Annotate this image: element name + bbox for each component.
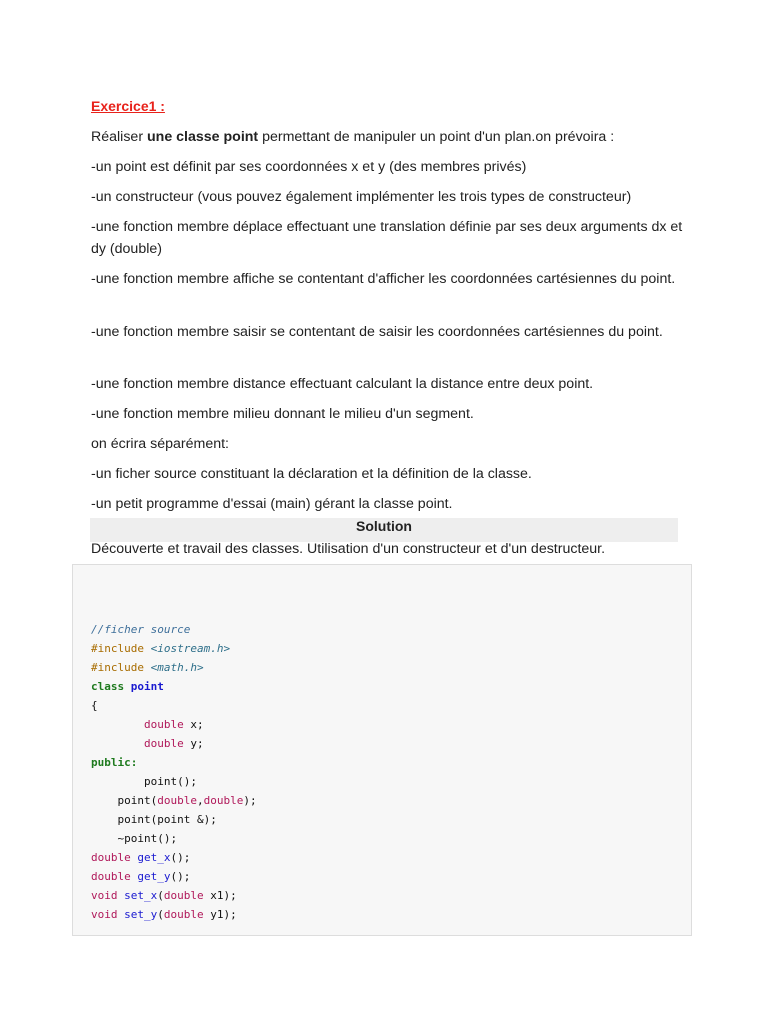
code-listing: //ficher source #include <iostream.h> #include <math.h> class point { double x; double y; public: point(); point(double,double); point(point &); ~point(); double get_x(); double get_y(); void set_x(double x1); void set_y(double y1); — [91, 623, 257, 921]
code-brace: { — [91, 699, 98, 712]
code-comment: //ficher source — [91, 623, 191, 636]
list-item: -une fonction membre saisir se contentant de saisir les coordonnées cartésiennes du point. — [91, 324, 663, 340]
list-item: -un ficher source constituant la déclaration et la définition de la classe. — [91, 466, 532, 482]
code-type: double — [163, 908, 204, 921]
code-type: double — [91, 870, 131, 883]
code-public-keyword: public: — [91, 756, 138, 769]
code-include-file: <math.h> — [150, 661, 204, 674]
list-item: -une fonction membre distance effectuant calculant la distance entre deux point. — [91, 376, 594, 392]
code-member: x; — [183, 718, 204, 731]
code-ctor: point(point &); — [117, 813, 217, 826]
intro-paragraph — [91, 126, 691, 148]
list-item: -une fonction membre déplace effectuant une translation définie par ses deux arguments dx et dy (double) — [91, 219, 683, 257]
code-type: double — [143, 718, 184, 731]
intro-bold: une classe point — [146, 129, 259, 145]
intro-after: permettant de manipuler un point d'un plan.on prévoira : — [258, 129, 615, 145]
code-method: get_y — [137, 870, 171, 883]
code-type: void — [91, 908, 118, 921]
code-ctor: point(); — [143, 775, 197, 788]
code-type: double — [157, 794, 197, 807]
code-include-kw: #include — [91, 642, 144, 655]
code-method: get_x — [137, 851, 171, 864]
exercise-title: Exercice1 : — [91, 98, 165, 114]
list-item: -un petit programme d'essai (main) gérant la classe point. — [91, 496, 453, 512]
code-method: set_y — [124, 908, 158, 921]
list-item: -une fonction membre affiche se contentant d'afficher les coordonnées cartésiennes du point. — [91, 271, 676, 287]
code-include-file: <iostream.h> — [150, 642, 231, 655]
code-type: double — [91, 851, 131, 864]
code-class-keyword: class — [91, 680, 125, 693]
list-item: -une fonction membre milieu donnant le milieu d'un segment. — [91, 406, 474, 422]
code-ctor: point( — [117, 794, 158, 807]
code-type: double — [163, 889, 204, 902]
code-type: double — [143, 737, 184, 750]
list-item: -un point est définit par ses coordonnées x et y (des membres privés) — [91, 159, 527, 175]
code-type: double — [203, 794, 244, 807]
code-member: y; — [183, 737, 204, 750]
code-include-kw: #include — [91, 661, 144, 674]
code-type: void — [91, 889, 118, 902]
code-method: set_x — [124, 889, 158, 902]
list-item: on écrira séparément: — [91, 436, 230, 452]
solution-description: Découverte et travail des classes. Utilisation d'un constructeur et d'un destructeur. — [91, 541, 606, 557]
intro-before: Réaliser — [91, 129, 147, 145]
code-class-name: point — [130, 680, 164, 693]
solution-heading: Solution — [90, 518, 678, 542]
code-dtor: ~point(); — [117, 832, 178, 845]
list-item: -un constructeur (vous pouvez également implémenter les trois types de constructeur) — [91, 189, 632, 205]
